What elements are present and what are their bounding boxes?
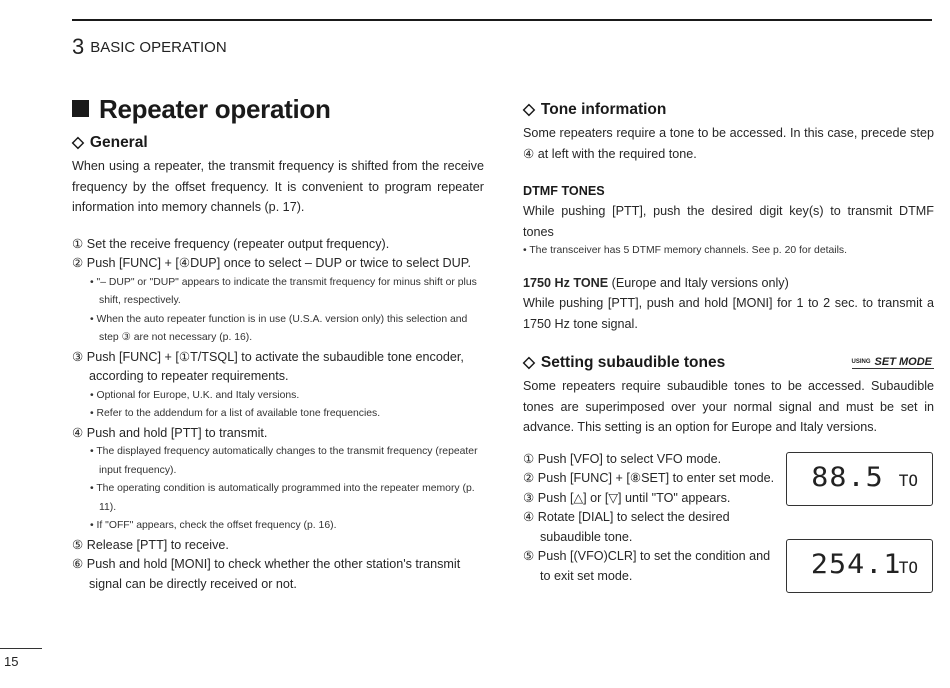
subaudible-steps-area <box>523 450 934 610</box>
subaudible-paragraph: Some repeaters require subaudible tones to be accessed. Subaudible tones are superimposed over your normal signal and must be set in advance. This setting is an option for Europe and Italy versions. <box>523 379 934 434</box>
tone-info-heading <box>523 100 934 119</box>
general-paragraph: When using a repeater, the transmit frequency is shifted from the receive frequency by the offset frequency. It is convenient to program repeater information into memory channels (p. 17). <box>72 159 484 214</box>
subaudible-step-list <box>523 450 781 587</box>
set-mode-small: USING <box>851 359 871 365</box>
dtmf-note: • The transceiver has 5 DTMF memory channels. See p. 20 for details. <box>523 245 847 256</box>
tone-info-heading-text: Tone information <box>540 101 667 118</box>
general-heading-text: General <box>89 134 148 151</box>
lcd-1-frequency: 88.5 <box>811 461 884 493</box>
lcd-2-tag: TO <box>898 557 918 577</box>
subaudible-heading-text: Setting subaudible tones <box>540 354 726 371</box>
general-heading <box>72 133 484 152</box>
step-4: ④ Push and hold [PTT] to transmit. <box>72 425 268 440</box>
right-column <box>523 98 934 610</box>
step-2: ② Push [FUNC] + [④DUP] once to select – DUP or twice to select DUP. <box>72 256 472 270</box>
step-2-note-2: • When the auto repeater function is in use (U.S.A. version only) this selection and step ③ are not necessary (p. 16). <box>90 313 468 343</box>
sub-step-2: ② Push [FUNC] + [⑧SET] to enter set mode. <box>523 471 775 485</box>
subaudible-heading <box>523 353 934 372</box>
step-6: ⑥ Push and hold [MONI] to check whether the other station's transmit signal can be directly received or not. <box>72 557 461 591</box>
tone-info-paragraph: Some repeaters require a tone to be accessed. In this case, precede step ④ at left with the required tone. <box>523 126 934 161</box>
step-4-note-2: • The operating condition is automatically programmed into the repeater memory (p. 11). <box>90 483 475 513</box>
diamond-icon: ◇ <box>72 134 84 151</box>
step-3-note-2: • Refer to the addendum for a list of available tone frequencies. <box>90 408 381 419</box>
left-column <box>72 94 484 594</box>
page-number: 15 <box>0 648 42 669</box>
top-rule <box>72 19 932 21</box>
sub-step-4: ④ Rotate [DIAL] to select the desired subaudible tone. <box>523 510 730 544</box>
dtmf-heading: DTMF TONES <box>523 184 605 198</box>
step-5: ⑤ Release [PTT] to receive. <box>72 537 229 552</box>
lcd-display-2 <box>786 539 933 593</box>
dtmf-paragraph: While pushing [PTT], push the desired digit key(s) to transmit DTMF tones <box>523 204 934 239</box>
square-bullet-icon <box>72 100 89 117</box>
lcd-display-1 <box>786 452 933 506</box>
tone-1750-suffix: (Europe and Italy versions only) <box>608 275 789 290</box>
tone-1750-line <box>523 273 934 294</box>
set-mode-label: SET MODE <box>874 356 932 368</box>
lcd-2-frequency: 254.1 <box>810 548 902 580</box>
set-mode-tag <box>852 356 934 369</box>
step-1: ① Set the receive frequency (repeater output frequency). <box>72 236 390 251</box>
lcd-1-tag: TO <box>898 470 918 490</box>
sub-step-5: ⑤ Push [(VFO)CLR] to set the condition and to exit set mode. <box>523 549 771 583</box>
step-3: ③ Push [FUNC] + [①T/TSQL] to activate the subaudible tone encoder, according to repeater requirements. <box>72 349 464 383</box>
chapter-header <box>72 34 227 60</box>
section-title <box>72 94 484 125</box>
chapter-number: 3 <box>72 34 85 59</box>
tone-1750-heading: 1750 Hz TONE <box>523 275 609 290</box>
section-title-text: Repeater operation <box>99 94 331 124</box>
chapter-title: BASIC OPERATION <box>90 39 227 56</box>
step-4-note-1: • The displayed frequency automatically changes to the transmit frequency (repeater input frequency). <box>90 446 478 476</box>
step-3-note-1: • Optional for Europe, U.K. and Italy versions. <box>90 389 300 401</box>
diamond-icon: ◇ <box>523 354 535 371</box>
tone-1750-paragraph: While pushing [PTT], push and hold [MONI] for 1 to 2 sec. to transmit a 1750 Hz tone signal. <box>523 296 934 331</box>
diamond-icon: ◇ <box>523 101 535 118</box>
sub-step-3: ③ Push [△] or [▽] until "TO" appears. <box>523 490 731 505</box>
step-4-note-3: • If "OFF" appears, check the offset frequency (p. 16). <box>90 520 337 531</box>
step-2-note-1: • "– DUP" or "DUP" appears to indicate the transmit frequency for minus shift or plus shift, respectively. <box>90 276 477 306</box>
sub-step-1: ① Push [VFO] to select VFO mode. <box>523 451 722 466</box>
